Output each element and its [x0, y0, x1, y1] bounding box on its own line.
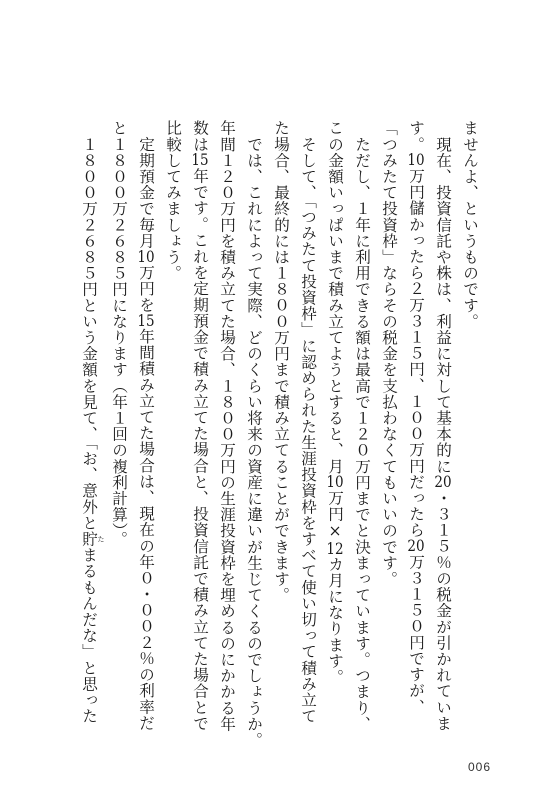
text-line: 定期預金で毎月10万円を15年間積み立てた場合は、現在の年０・００２％の利率だ: [137, 120, 155, 731]
ruby-annotation: 貯 た: [80, 530, 105, 547]
vertical-body-text: [75, 120, 483, 750]
number-10: 10: [137, 248, 155, 265]
text-line: 現在、投資信託や株は、利益に対して基本的に20・３１５％の税金が引かれていま: [434, 120, 452, 732]
number-12: 12: [326, 540, 344, 557]
text-line: す。10万円儲かったら２万３１５円、１００万円だったら20万３１５０円ですが、: [407, 120, 425, 715]
text-line: 比較してみましょう。: [164, 120, 182, 281]
text-line: 数は15年です。これを定期預金で積み立てた場合と、投資信託で積み立てた場合とで: [191, 120, 209, 732]
number-15: 15: [191, 152, 209, 168]
text-line: ただし、１年に利用できる額は最高で１２０万円までと決まっています。つまり、: [353, 120, 371, 732]
page-number: 006: [467, 760, 491, 774]
text-line: 年間１２０万円を積み立てた場合、１８００万円の生涯投資枠を埋めるのにかかる年: [218, 120, 236, 732]
text-line: １８００万２６８５円という金額を見て、「お、意外と貯 たまるもんだな」と思った: [80, 120, 105, 725]
text-line: と１８００万２６８５円になります（年１回の複利計算）。: [110, 120, 128, 547]
text-line: では、これによって実際、どのくらい将来の資産に違いが生じてくるのでしょうか。: [245, 120, 263, 748]
number-20: 20: [407, 538, 425, 554]
text-line: た場合、最終的には１８００万円まで積み立てることができます。: [272, 120, 290, 603]
number-10: 10: [407, 152, 425, 168]
number-20: 20: [434, 474, 452, 490]
text-line: そして、「つみたて投資枠」に認められた生涯投資枠をすべて使い切って積み立て: [299, 120, 317, 724]
text-line: 「つみたて投資枠」ならその税金を支払わなくてもいいのです。: [380, 120, 398, 587]
number-15: 15: [137, 312, 155, 329]
number-10: 10: [326, 474, 344, 490]
text-line: この金額いっぱいまで積み立てようとすると、月10万円×12カ月になります。: [326, 120, 344, 685]
text-line: ませんよ、というものです。: [461, 120, 479, 330]
